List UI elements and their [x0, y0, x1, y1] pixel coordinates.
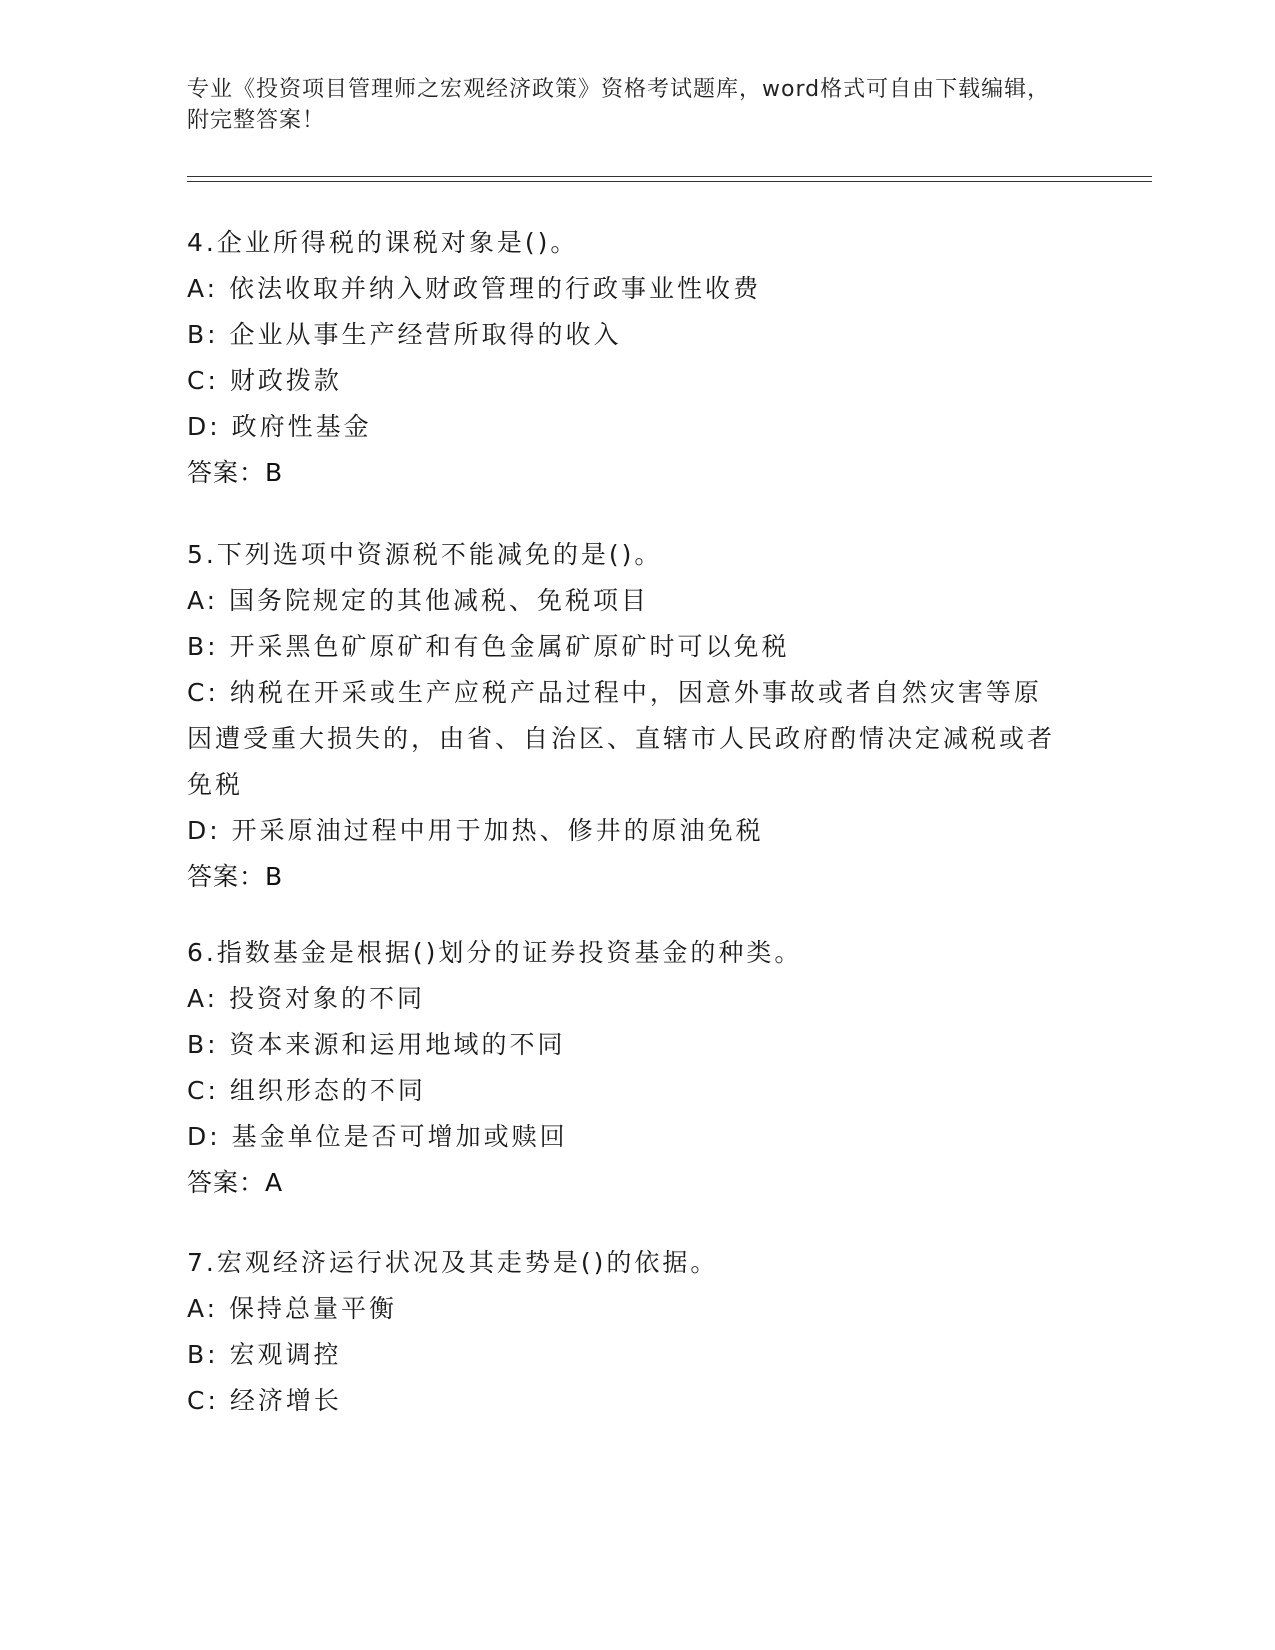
- option-c: C: 财政拨款: [187, 366, 342, 395]
- option-d: D: 开采原油过程中用于加热、修井的原油免税: [187, 816, 764, 845]
- question-4: [187, 220, 1087, 496]
- question-6: [187, 930, 1087, 1206]
- question-stem: 4.企业所得税的课税对象是()。: [187, 228, 579, 257]
- answer-label: 答案：A: [187, 1168, 284, 1197]
- answer-label: 答案：B: [187, 458, 284, 487]
- option-a: A: 国务院规定的其他减税、免税项目: [187, 586, 650, 615]
- option-b: B: 宏观调控: [187, 1340, 342, 1369]
- option-c: C: 组织形态的不同: [187, 1076, 426, 1105]
- option-b: B: 企业从事生产经营所取得的收入: [187, 320, 622, 349]
- option-b: B: 开采黑色矿原矿和有色金属矿原矿时可以免税: [187, 632, 790, 661]
- option-c: C: 纳税在开采或生产应税产品过程中，因意外事故或者自然灾害等原因遭受重大损失的，由省、自治区、直辖市人民政府酌情决定减税或者免税: [187, 678, 1056, 799]
- answer-label: 答案：B: [187, 862, 284, 891]
- question-7: [187, 1240, 1087, 1424]
- option-c: C: 经济增长: [187, 1386, 342, 1415]
- option-a: A: 投资对象的不同: [187, 984, 426, 1013]
- option-d: D: 基金单位是否可增加或赎回: [187, 1122, 568, 1151]
- option-d: D: 政府性基金: [187, 412, 372, 441]
- question-stem: 7.宏观经济运行状况及其走势是()的依据。: [187, 1248, 719, 1277]
- question-5: [187, 532, 1087, 900]
- document-header: 专业《投资项目管理师之宏观经济政策》资格考试题库，word格式可自由下载编辑，附完整答案！: [187, 77, 1051, 133]
- question-stem: 5.下列选项中资源税不能减免的是()。: [187, 540, 663, 569]
- question-stem: 6.指数基金是根据()划分的证券投资基金的种类。: [187, 938, 803, 967]
- header-divider-bottom: [187, 181, 1152, 182]
- option-a: A: 依法收取并纳入财政管理的行政事业性收费: [187, 274, 762, 303]
- option-a: A: 保持总量平衡: [187, 1294, 398, 1323]
- option-b: B: 资本来源和运用地域的不同: [187, 1030, 566, 1059]
- header-divider-top: [187, 176, 1152, 177]
